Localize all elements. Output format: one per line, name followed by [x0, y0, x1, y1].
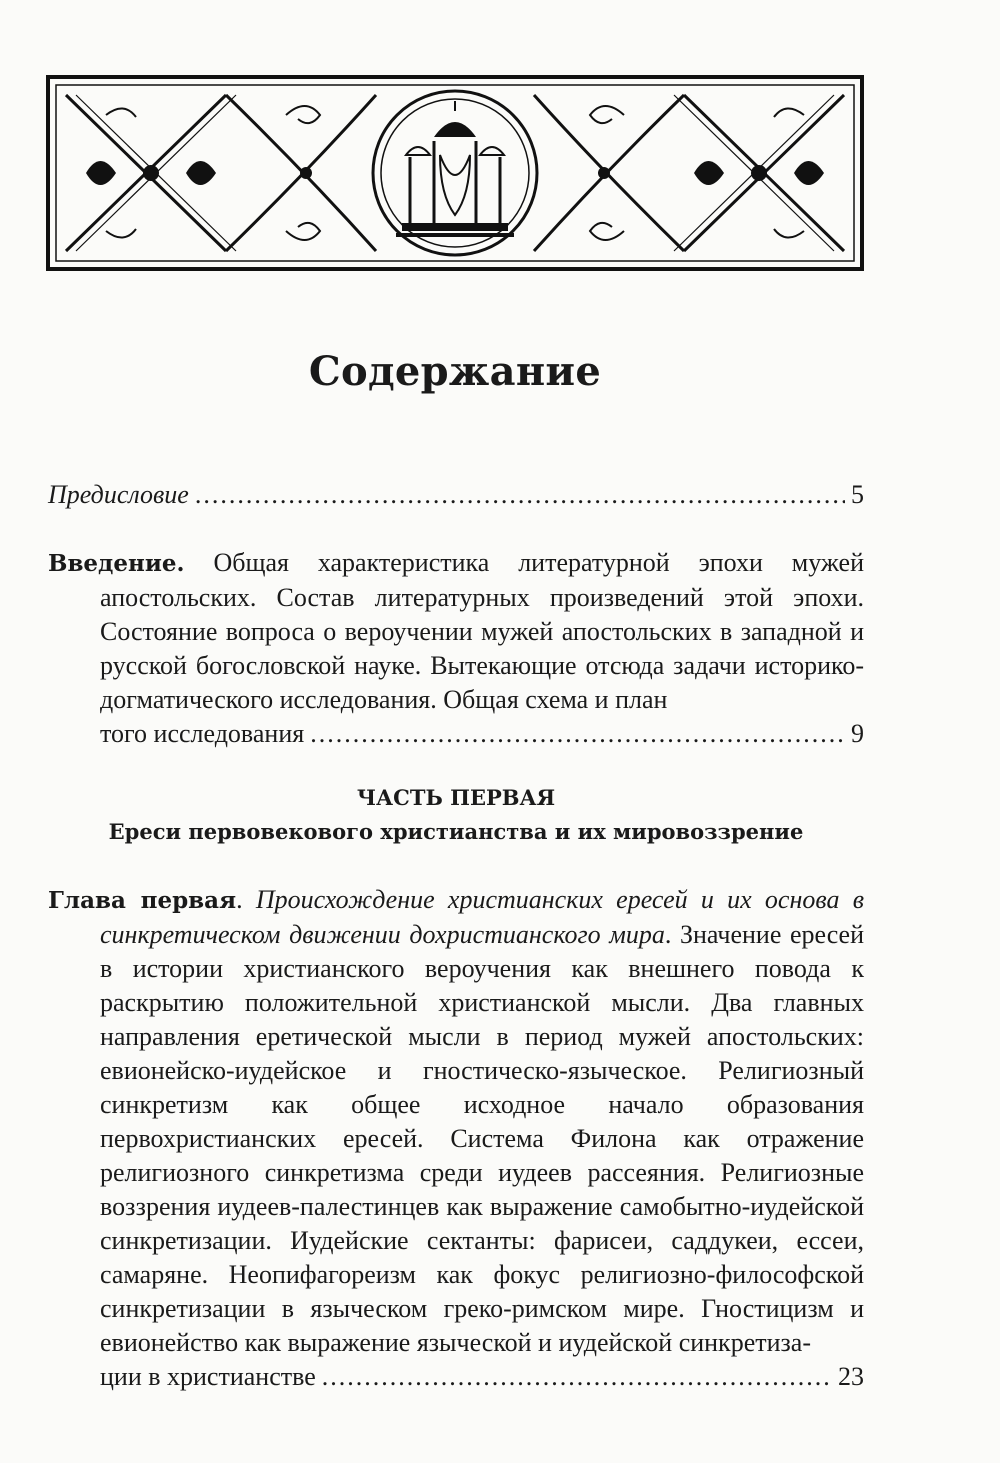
leader-dots — [195, 478, 845, 512]
part-heading-block — [48, 781, 864, 849]
toc-entry-last-line — [48, 1360, 864, 1394]
toc-page-number: 23 — [838, 1362, 864, 1391]
toc-entry-tail: того исследования — [100, 719, 305, 748]
toc-entry-label-punct: . — [236, 885, 256, 914]
toc-entry-preface[interactable] — [48, 478, 864, 512]
part-subheading: Ереси первовекового христианства и их мировоззрение — [108, 819, 804, 844]
toc-entry-italic-title: Происхождение христианских ересей и их основа в синкретическом движении дохристианского мира — [100, 885, 864, 949]
leader-dots — [322, 1360, 832, 1394]
toc-page-number: 9 — [851, 719, 864, 748]
toc-entry-chapter-one[interactable] — [48, 883, 864, 1394]
toc-entry-last-line — [48, 717, 864, 751]
part-heading: ЧАСТЬ ПЕРВАЯ — [356, 785, 556, 810]
byzantine-ornament-icon — [46, 75, 864, 271]
toc-entry-text — [48, 883, 864, 1360]
toc-entry-label: Глава первая — [48, 887, 237, 914]
toc-entry-description: . Значение ересей в истории христианского вероучения как внешнего повода к раскрытию положительной христианской мысли. Два главных направления еретической мысли в период мужей апостольских: евионейско-иудейское и гностическо-языческое. Религиозный синкретизм как общее исходное начало образования первохристианских ересей. Система Филона как отражение религиозного синкретизма среди иудеев рассеяния. Религиозные воззрения иудеев-палестинцев как выражение самобытно-иудейской синкретизации. Иудейские сектанты: фарисеи, саддукеи, ессеи, самаряне. Неопифагореизм как фокус религиозно-философской синкретизации в языческом греко-римском мире. Гностицизм и евионейство как выражение языческой и иудейской синкретиза- — [100, 920, 864, 1357]
toc-entry-text — [48, 546, 864, 717]
leader-dots — [310, 717, 845, 751]
page-title: Содержание — [308, 348, 602, 395]
toc-entry-introduction[interactable] — [48, 546, 864, 751]
toc-entry-label: Предисловие — [48, 480, 189, 509]
toc-page-number: 5 — [851, 480, 864, 509]
toc-entry-label: Введение. — [48, 550, 185, 577]
toc-entry-tail: ции в христианстве — [100, 1362, 316, 1391]
table-of-contents — [48, 478, 864, 1394]
ornament-header-band — [46, 75, 864, 271]
toc-entry-description: Общая характеристика литературной эпохи мужей апостольских. Состав литературных произведений этой эпохи. Состояние вопроса о вероучении мужей апостольских в западной и русской богословской науке. Вытекающие отсюда задачи историко-догматического исследования. Общая схема и план — [100, 548, 864, 714]
